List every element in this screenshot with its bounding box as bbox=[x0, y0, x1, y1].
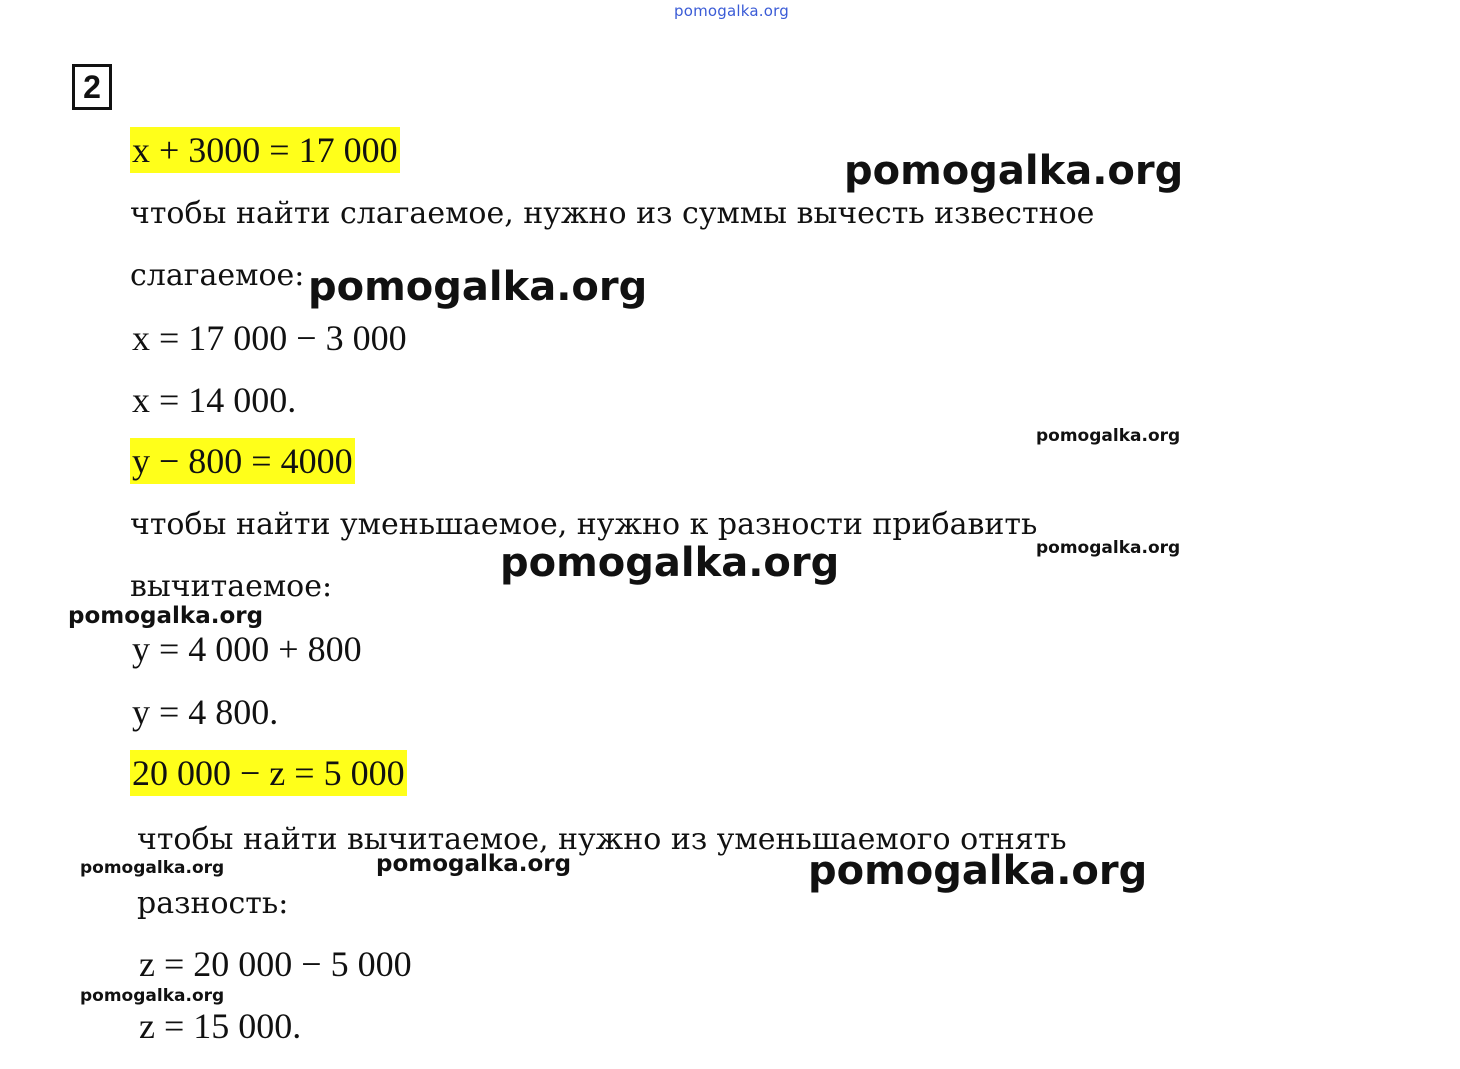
rule-2-line-2: вычитаемое: bbox=[130, 569, 333, 604]
equation-2 bbox=[130, 438, 355, 484]
rule-3-line-1: чтобы найти вычитаемое, нужно из уменьшаемого отнять bbox=[137, 822, 1067, 857]
step-2-1: y = 4 000 + 800 bbox=[132, 629, 362, 669]
rule-1-line-1: чтобы найти слагаемое, нужно из суммы вычесть известное bbox=[130, 196, 1095, 231]
equation-2-text: y − 800 = 4000 bbox=[132, 441, 353, 481]
equation-1-text: x + 3000 = 17 000 bbox=[132, 130, 398, 170]
watermark: pomogalka.org bbox=[1036, 426, 1181, 446]
equation-3 bbox=[130, 750, 407, 796]
step-3-1: z = 20 000 − 5 000 bbox=[139, 944, 412, 984]
watermark: pomogalka.org bbox=[844, 148, 1184, 194]
rule-2-line-1: чтобы найти уменьшаемое, нужно к разности прибавить bbox=[130, 507, 1038, 542]
step-1-1: x = 17 000 − 3 000 bbox=[132, 318, 407, 358]
rule-1-line-2: слагаемое: bbox=[130, 258, 305, 293]
answer-3: z = 15 000. bbox=[139, 1006, 302, 1046]
answer-1: x = 14 000. bbox=[132, 380, 297, 420]
watermark: pomogalka.org bbox=[376, 851, 572, 877]
answer-2: y = 4 800. bbox=[132, 692, 279, 732]
watermark: pomogalka.org bbox=[500, 540, 840, 586]
watermark: pomogalka.org bbox=[308, 264, 648, 310]
watermark: pomogalka.org bbox=[1036, 538, 1181, 558]
equation-1 bbox=[130, 127, 400, 173]
watermark: pomogalka.org bbox=[80, 858, 225, 878]
site-watermark-top: pomogalka.org bbox=[674, 2, 789, 20]
rule-3-line-2: разность: bbox=[137, 886, 289, 921]
watermark: pomogalka.org bbox=[68, 603, 264, 629]
task-number-box: 2 bbox=[72, 64, 112, 110]
equation-3-text: 20 000 − z = 5 000 bbox=[132, 753, 405, 793]
watermark: pomogalka.org bbox=[808, 848, 1148, 894]
watermark: pomogalka.org bbox=[80, 986, 225, 1006]
